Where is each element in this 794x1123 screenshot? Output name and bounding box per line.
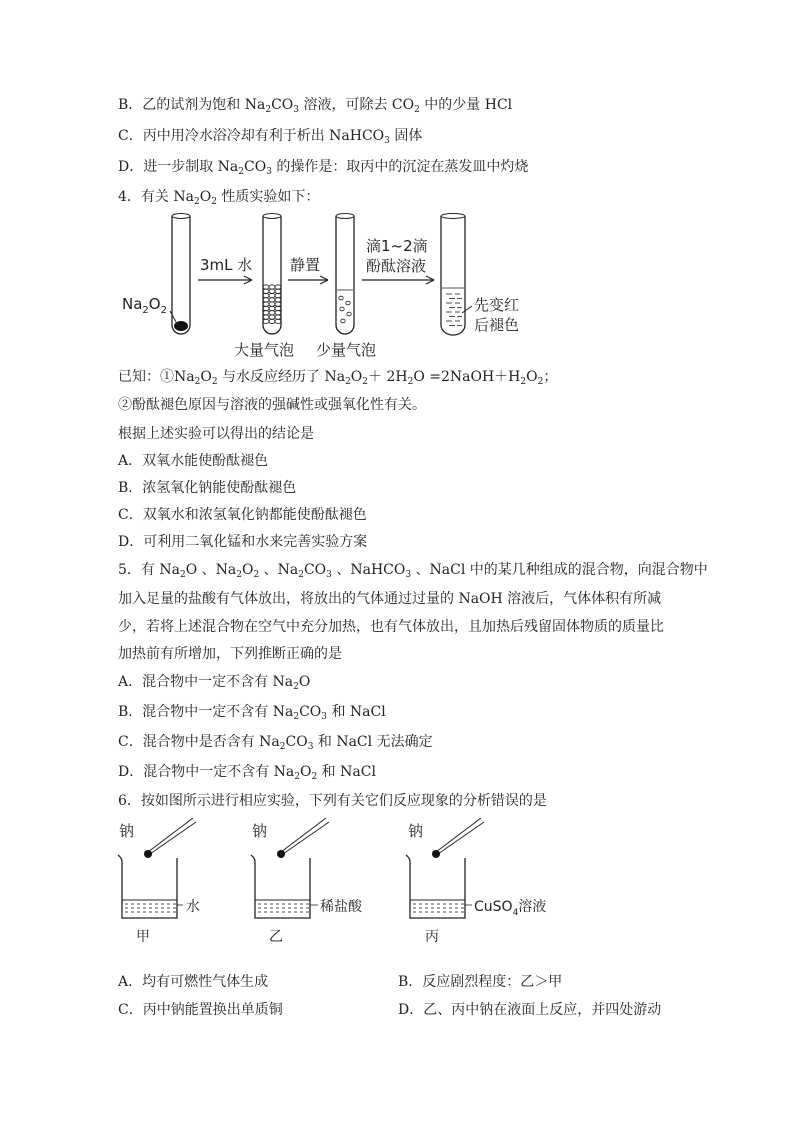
q4-option-b: B．浓氢氧化钠能使酚酞褪色: [118, 480, 297, 496]
bubble: [275, 298, 281, 302]
liquid-label-water: 水: [186, 899, 200, 915]
q4-stem: 4．有关 $Na_2O_2$ 性质实验如下：: [118, 189, 320, 207]
beaker-outline: [251, 855, 310, 918]
sodium-label-3: 钠: [408, 822, 424, 840]
tweezer-arm: [281, 818, 326, 852]
q3-option-b: B．乙的试剂为饱和 $Na_2CO_3$ 溶液，可除去 $CO_2$ 中的少量 HCl: [118, 97, 513, 115]
q5-option-d: D．混合物中一定不含有 $Na_2O_2$ 和 NaCl: [118, 764, 376, 782]
q4-known-1: 已知：$①Na_2O_2$ 与水反应经历了 $Na_2O_2+ 2H_2O$ $=2NaOH+H_2O_2$；: [118, 369, 558, 387]
bubble: [275, 315, 281, 319]
sodium-label-2: 钠: [252, 822, 268, 840]
bubble: [269, 285, 275, 289]
bubble: [263, 319, 269, 323]
bubble: [275, 311, 281, 315]
beaker-label-yi: 乙: [269, 929, 283, 945]
sodium-piece: [144, 850, 152, 858]
arrow3-label-line2: 酚酞溶液: [366, 257, 427, 275]
tweezer-arm: [436, 818, 481, 852]
q4-option-c: C．双氧水和浓氢氧化钠都能使酚酞褪色: [118, 507, 367, 523]
bubble: [346, 301, 350, 305]
q6-option-d: D．乙、丙中钠在液面上反应，并四处游动: [398, 1002, 662, 1018]
q6-option-b: B．反应剧烈程度：乙＞甲: [398, 974, 563, 990]
sodium-piece: [432, 850, 440, 858]
q4-option-d: D．可利用二氧化锰和水来完善实验方案: [118, 534, 368, 550]
bubble: [263, 293, 269, 297]
tweezer-arm: [283, 822, 329, 854]
beaker-3: [406, 818, 484, 918]
bubble: [275, 319, 281, 323]
test-tube-1: [172, 214, 190, 335]
beaker-outline: [118, 855, 177, 918]
bubble: [341, 319, 345, 323]
q3-option-d: D．进一步制取 $Na_2CO_3$ 的操作是：取丙中的沉淀在蒸发皿中灼烧: [118, 159, 529, 177]
arrow1-label: 3mL 水: [200, 256, 253, 274]
few-bubbles: [339, 296, 351, 323]
q4-question: 根据上述实验可以得出的结论是: [118, 426, 314, 442]
sodium-piece: [277, 850, 285, 858]
liquid-label-hcl: 稀盐酸: [320, 899, 362, 915]
q5-line-2: 加入足量的盐酸有气体放出，将放出的气体通过过量的 NaOH 溶液后，气体体积有所减: [118, 591, 662, 607]
q5-line-4: 加热前有所增加，下列推断正确的是: [118, 646, 342, 662]
bubble: [340, 307, 344, 311]
test-tube-2: [263, 214, 281, 335]
tweezer-arm: [148, 818, 193, 852]
result-line2: 后褪色: [474, 316, 520, 334]
bubble: [275, 285, 281, 289]
beaker-outline: [406, 855, 465, 918]
bubble: [263, 315, 269, 319]
q5-option-b: B．混合物中一定不含有 $Na_2CO_3$ 和 NaCl: [118, 704, 386, 722]
bubble: [263, 289, 269, 293]
bubble: [269, 289, 275, 293]
result-line1: 先变红: [474, 296, 520, 314]
beaker-label-bing: 丙: [425, 929, 439, 945]
q5-line-1: 5．有 $Na_2O$ 、$Na_2O_2$ 、$Na_2CO_3$ 、NaHCO$_3$ 、NaCl 中的某几种组成的混合物，向混合物中: [118, 562, 708, 580]
q6-stem: 6．按如图所示进行相应实验，下列有关它们反应现象的分析错误的是: [118, 793, 547, 809]
bubble: [275, 302, 281, 306]
beaker-1: [118, 818, 196, 918]
bubble: [269, 298, 275, 302]
bubble: [275, 289, 281, 293]
many-bubbles: [263, 285, 281, 324]
bubble: [339, 296, 343, 300]
test-tube-4: [441, 214, 465, 336]
bubble: [263, 311, 269, 315]
bubble: [269, 302, 275, 306]
bubble: [275, 306, 281, 310]
q6-option-a: A．均有可燃性气体生成: [118, 974, 269, 990]
bubble: [263, 298, 269, 302]
q5-option-a: A．混合物中一定不含有 $Na_2O$: [118, 674, 311, 692]
arrow2-label: 静置: [290, 256, 321, 274]
test-tube-3: [336, 214, 354, 335]
q5-line-3: 少，若将上述混合物在空气中充分加热，也有气体放出，且加热后残留固体物质的质量比: [118, 619, 664, 635]
beaker-2: [251, 818, 329, 918]
sodium-label-1: 钠: [119, 822, 135, 840]
na2o2-solid: [174, 321, 188, 331]
liquid-label-cuso4: CuSO$_4$溶液: [474, 899, 547, 918]
solution-dashes: [446, 294, 462, 326]
bubble: [269, 315, 275, 319]
na2o2-label: $Na_2O_2$: [122, 295, 167, 316]
caption-many-bubbles: 大量气泡: [234, 341, 295, 359]
bubble: [263, 302, 269, 306]
q5-option-c: C．混合物中是否含有 $Na_2CO_3$ 和 NaCl 无法确定: [118, 734, 433, 752]
bubble: [263, 306, 269, 310]
bubble: [347, 312, 351, 316]
bubble: [263, 285, 269, 289]
caption-few-bubbles: 少量气泡: [316, 341, 377, 359]
bubble: [269, 306, 275, 310]
bubble: [269, 311, 275, 315]
tweezer-arm: [150, 822, 196, 854]
q4-option-a: A．双氧水能使酚酞褪色: [118, 453, 269, 469]
beaker-label-jia: 甲: [136, 929, 150, 945]
bubble: [269, 293, 275, 297]
q3-option-c: C．丙中用冷水浴冷却有利于析出 NaHCO$_3$ 固体: [118, 128, 423, 146]
tweezer-arm: [438, 822, 484, 854]
q6-option-c: C．丙中钠能置换出单质铜: [118, 1002, 283, 1018]
q4-known-2: ②酚酞褪色原因与溶液的强碱性或强氧化性有关。: [118, 397, 426, 413]
bubble: [269, 319, 275, 323]
arrow3-label-line1: 滴1~2滴: [366, 237, 428, 255]
bubble: [275, 293, 281, 297]
